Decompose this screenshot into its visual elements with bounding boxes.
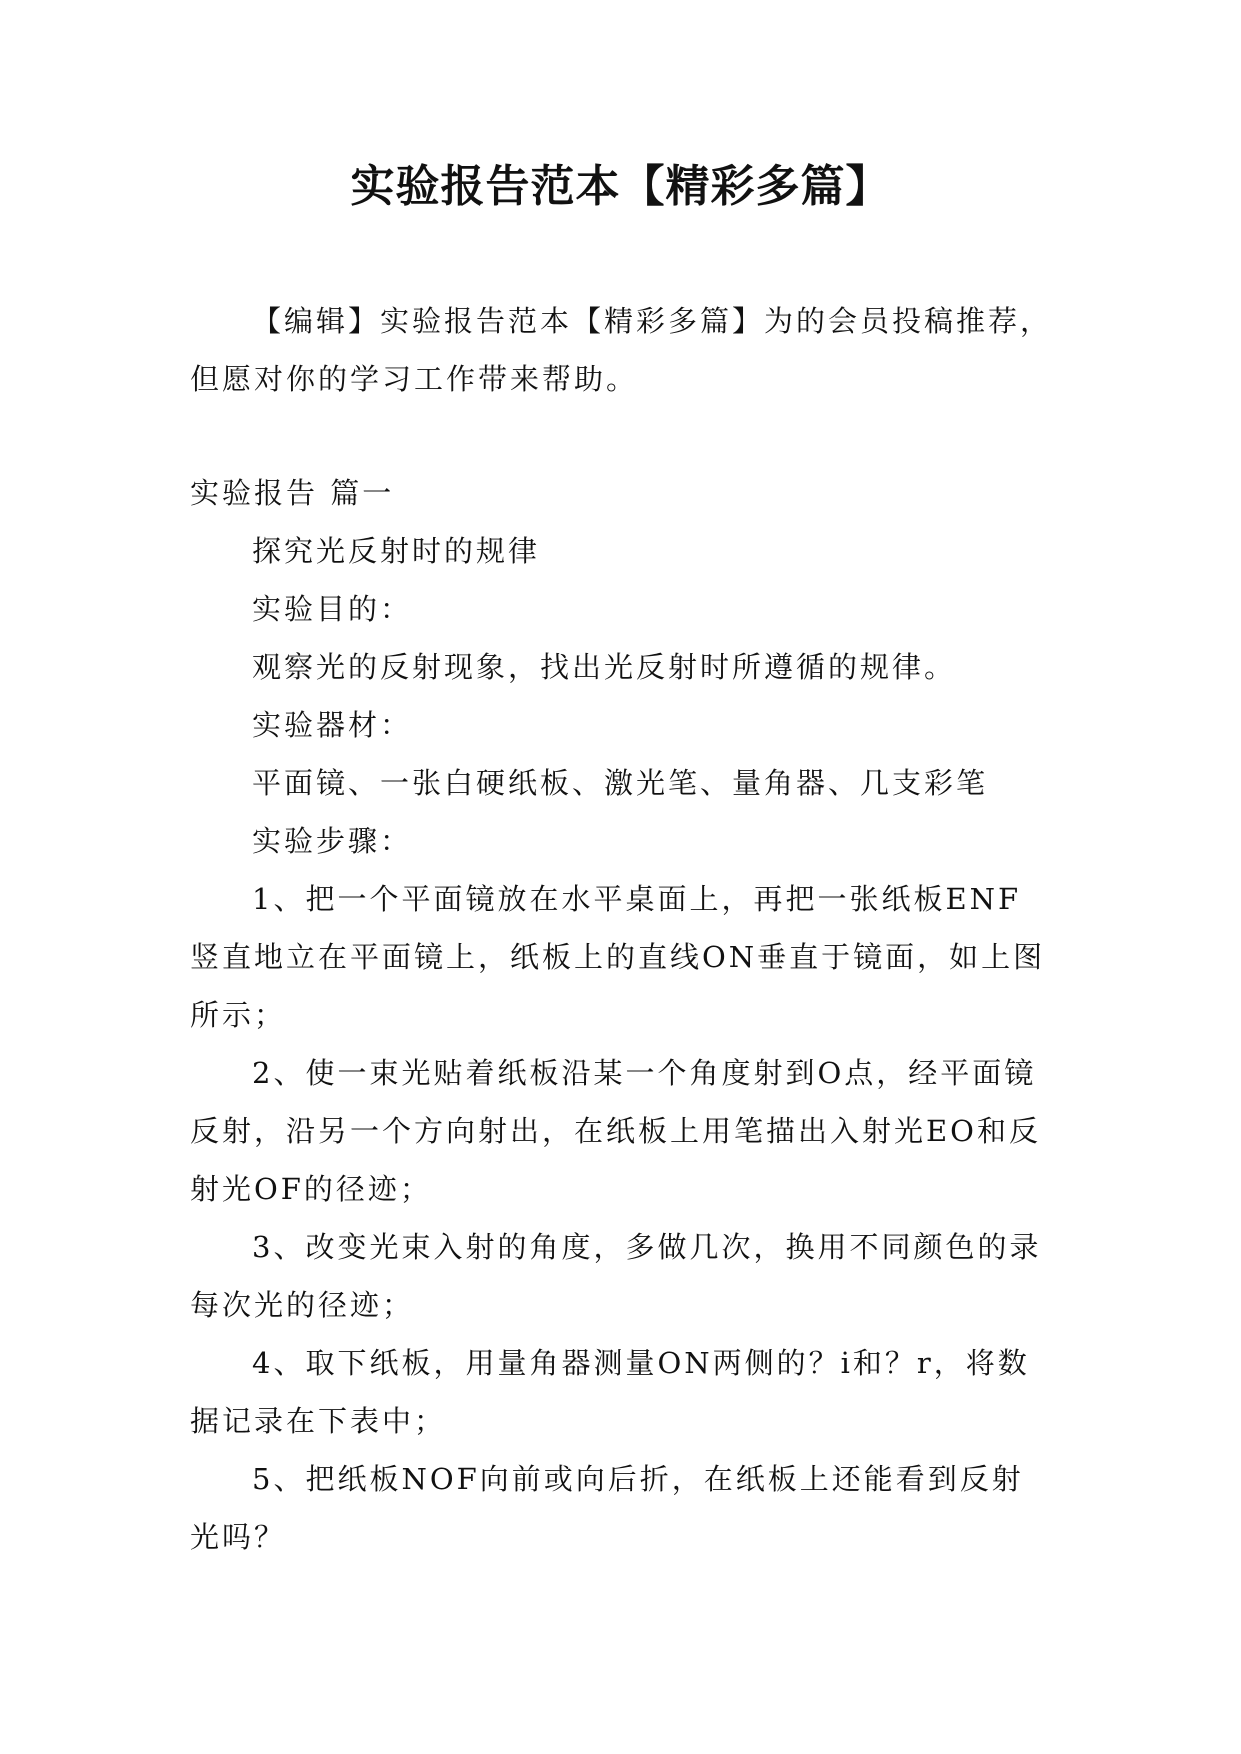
- step-item: 2、使一束光贴着纸板沿某一个角度射到O点，经平面镜反射，沿另一个方向射出，在纸板上用笔描出入射光EO和反射光OF的径迹；: [190, 1056, 1041, 1206]
- step-item: 5、把纸板NOF向前或向后折，在纸板上还能看到反射光吗？: [190, 1462, 1024, 1554]
- purpose-text: 观察光的反射现象，找出光反射时所遵循的规律。: [252, 650, 957, 684]
- document-title: 实验报告范本【精彩多篇】: [350, 161, 891, 212]
- step-item: 3、改变光束入射的角度，多做几次，换用不同颜色的录每次光的径迹；: [190, 1230, 1042, 1322]
- intro-paragraph: 【编辑】实验报告范本【精彩多篇】为的会员投稿推荐，但愿对你的学习工作带来帮助。: [190, 304, 1053, 396]
- steps-label: 实验步骤：: [252, 824, 413, 858]
- experiment-subtitle: 探究光反射时的规律: [252, 534, 541, 568]
- purpose-label: 实验目的：: [252, 592, 413, 626]
- step-item: 4、取下纸板，用量角器测量ON两侧的？i和？r，将数据记录在下表中；: [190, 1346, 1030, 1438]
- equipment-label: 实验器材：: [252, 708, 413, 742]
- section-heading: 实验报告 篇一: [190, 476, 395, 510]
- step-item: 1、把一个平面镜放在水平桌面上，再把一张纸板ENF竖直地立在平面镜上，纸板上的直线ON垂直于镜面，如上图所示；: [190, 882, 1046, 1032]
- document-body: [190, 292, 1052, 1566]
- equipment-text: 平面镜、一张白硬纸板、激光笔、量角器、几支彩笔: [252, 766, 989, 800]
